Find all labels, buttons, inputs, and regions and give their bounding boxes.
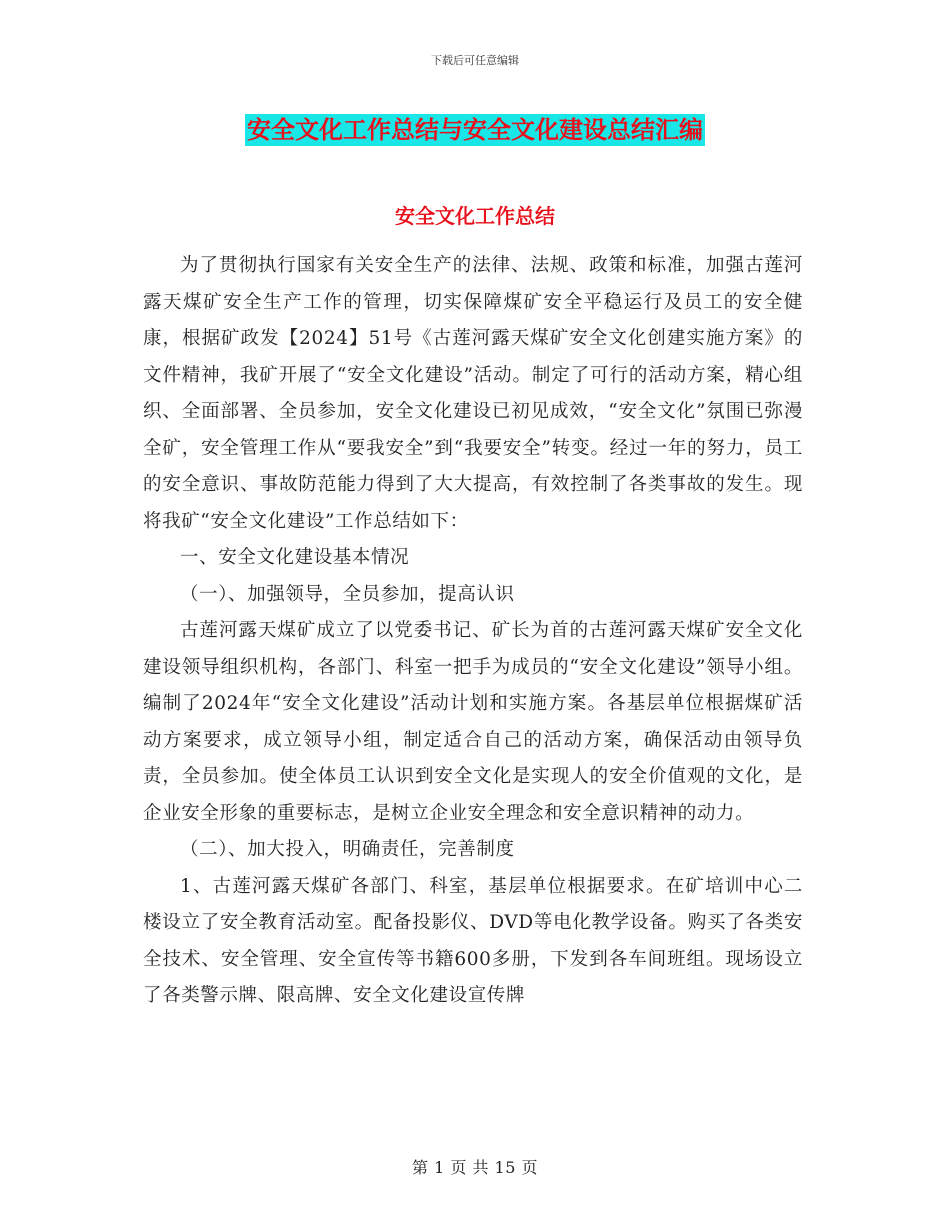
page-number-footer: 第 1 页 共 15 页: [412, 1158, 538, 1177]
main-title: 安全文化工作总结与安全文化建设总结汇编: [247, 116, 703, 144]
main-title-wrap: [0, 114, 950, 146]
paragraph-investment: 1、古莲河露天煤矿各部门、科室，基层单位根据要求。在矿培训中心二楼设立了安全教育活动室。配备投影仪、DVD等电化教学设备。购买了各类安全技术、安全管理、安全宣传等书籍600多册，下发到各车间班组。现场设立了各类警示牌、限高牌、安全文化建设宣传牌: [143, 875, 803, 1006]
paragraph-leadership: 古莲河露天煤矿成立了以党委书记、矿长为首的古莲河露天煤矿安全文化建设领导组织机构，各部门、科室一把手为成员的“安全文化建设”领导小组。编制了2024年“安全文化建设”活动计划和实施方案。各基层单位根据煤矿活动方案要求，成立领导小组，制定适合自己的活动方案，确保活动由领导负责，全员参加。使全体员工认识到安全文化是实现人的安全价值观的文化，是企业安全形象的重要标志，是树立企业安全理念和安全意识精神的动力。: [143, 620, 803, 824]
heading-level-2: （一）、加强领导，全员参加，提高认识: [180, 583, 515, 605]
section-title: 安全文化工作总结: [395, 204, 555, 228]
document-body: [143, 248, 803, 1015]
heading-level-1: 一、安全文化建设基本情况: [180, 547, 410, 568]
paragraph-intro: 为了贯彻执行国家有关安全生产的法律、法规、政策和标准，加强古莲河露天煤矿安全生产工作的管理，切实保障煤矿安全平稳运行及员工的安全健康，根据矿政发【2024】51号《古莲河露天煤矿安全文化创建实施方案》的文件精神，我矿开展了“安全文化建设”活动。制定了可行的活动方案，精心组织、全面部署、全员参加，安全文化建设已初见成效，“安全文化”氛围已弥漫全矿，安全管理工作从“要我安全”到“我要安全”转变。经过一年的努力，员工的安全意识、事故防范能力得到了大大提高，有效控制了各类事故的发生。现将我矿“安全文化建设”工作总结如下：: [143, 255, 803, 532]
heading-level-2: （二）、加大投入，明确责任，完善制度: [180, 839, 515, 860]
header-note: 下载后可任意编辑: [431, 54, 519, 67]
